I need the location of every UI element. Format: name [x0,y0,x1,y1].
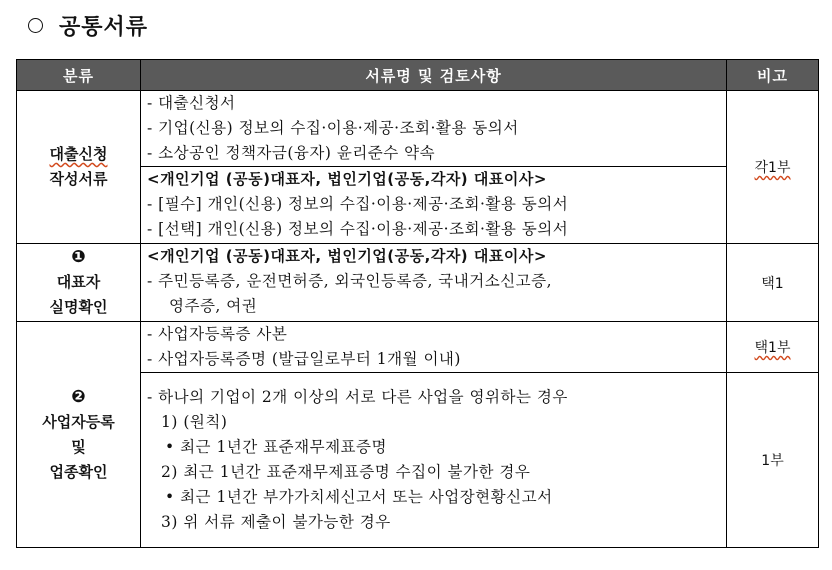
header-category: 분류 [17,60,141,91]
biz-multi-3: 3) 위 서류 제출이 불가능한 경우 [161,513,391,531]
table-row-loan [17,91,819,244]
table-header-row [17,60,819,91]
documents-representative [141,244,727,322]
circle-bullet-icon [28,18,43,33]
category-loan [17,91,141,244]
category-biz-line2: 및 [71,437,86,456]
documents-table [16,59,819,548]
number-1-icon: ❶ [71,247,86,267]
biz-multi-1: 1) (원칙) [161,413,228,431]
category-biz-line1: 사업자등록 [42,412,115,431]
rep-title: <개인기업 (공동)대표자, 법인기업(공동,각자) 대표이사> [147,247,547,265]
note-business-1: 택1부 [727,322,819,373]
note-business-2: 1부 [727,373,819,548]
category-rep-line1: 대표자 [56,273,101,291]
loan-rep-doc-1: - [필수] 개인(신용) 정보의 수집·이용·제공·조회·활용 동의서 [147,195,569,213]
note-representative: 택1 [727,244,819,322]
rep-id-list: - 주민등록증, 운전면허증, 외국인등록증, 국내거소신고증, [147,272,553,290]
header-documents: 서류명 및 검토사항 [141,60,727,91]
header-note: 비고 [727,60,819,91]
loan-rep-doc-2: - [선택] 개인(신용) 정보의 수집·이용·제공·조회·활용 동의서 [147,220,569,238]
documents-business-2 [141,373,727,548]
category-loan-line2: 작성서류 [49,170,108,188]
biz-doc-2: - 사업자등록증명 (발급일로부터 1개월 이내) [147,350,461,368]
loan-rep-title: <개인기업 (공동)대표자, 법인기업(공동,각자) 대표이사> [147,170,547,188]
category-loan-line1: 대출신청 [49,145,108,163]
number-2-icon: ❷ [71,386,86,407]
documents-business-1 [141,322,727,373]
loan-common-block [141,91,726,166]
category-representative [17,244,141,322]
biz-doc-1: - 사업자등록증 사본 [147,325,288,343]
category-business [17,322,141,548]
table-row-business-1 [17,322,819,373]
table-row-representative [17,244,819,322]
loan-doc-2: - 기업(신용) 정보의 수집·이용·제공·조회·활용 동의서 [147,119,519,137]
biz-multi-intro: - 하나의 기업이 2개 이상의 서로 다른 사업을 영위하는 경우 [147,388,568,406]
rep-id-list-cont: 영주증, 여권 [169,297,258,315]
category-biz-line3: 업종확인 [49,462,108,481]
loan-doc-1: - 대출신청서 [147,94,236,112]
biz-multi-1-doc: • 최근 1년간 표준재무제표증명 [165,438,387,456]
section-heading [28,10,148,41]
documents-loan [141,91,727,244]
biz-multi-2: 2) 최근 1년간 표준재무제표증명 수집이 불가한 경우 [161,463,531,481]
note-loan: 각1부 [727,91,819,244]
category-rep-line2: 실명확인 [49,298,108,316]
section-heading-text: 공통서류 [59,14,149,40]
loan-doc-3: - 소상공인 정책자금(융자) 윤리준수 약속 [147,144,436,162]
loan-representative-block [141,166,726,242]
biz-multi-2-doc: • 최근 1년간 부가가치세신고서 또는 사업장현황신고서 [165,488,553,506]
